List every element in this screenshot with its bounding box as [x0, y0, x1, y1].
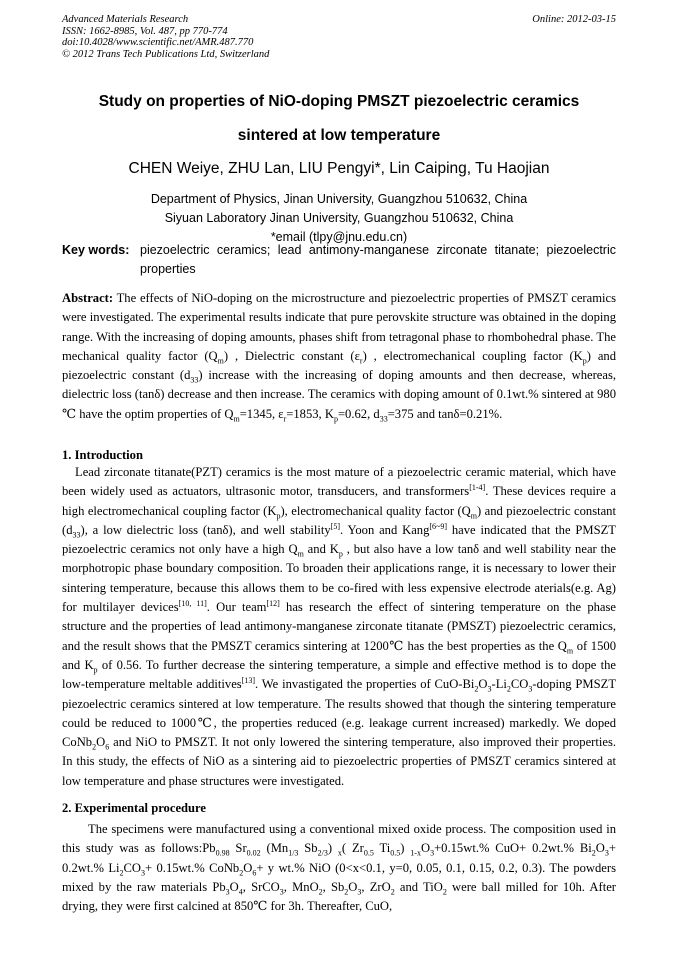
online-date: Online: 2012-03-15 — [532, 14, 616, 25]
citation[interactable]: [12] — [266, 598, 280, 608]
citation[interactable]: [10, 11] — [178, 598, 207, 608]
doi-line: doi:10.4028/www.scientific.net/AMR.487.770 — [62, 37, 254, 48]
affiliation-1: Department of Physics, Jinan University, Guangzhou 510632, China — [150, 192, 528, 206]
email[interactable]: *email (tlpy@jnu.edu.cn) — [270, 230, 408, 244]
copyright-line: © 2012 Trans Tech Publications Ltd, Switzerland — [62, 48, 270, 60]
journal-header — [62, 14, 616, 60]
abstract: Abstract: The effects of NiO-doping on the microstructure and piezoelectric properties of PMSZT ceramics were investigated. The experimental results indicate that pure perovskite structure was obtained in the doping range. With the increasing of doping amounts, phases shift from tetragonal phase to rhombohedral phase. The mechanical quality factor $(Q_m)$ , Dielectric constant $(\varepsilon_r)$ , electromechanical coupling factor $(K_p)$ and piezoelectric constant $(d_{33})$ increase with the increasing of doping amounts and then decrease, whereas, dielectric loss (tanδ) decrease and then increase. The ceramics with doping amount of 0.1wt.% sintered at 980 ℃ have the optim properties of $Q_m=1345$, $\varepsilon_r=1853$, $K_p=0.62$, $d_{33}=375$ and tanδ=0.21%. — [62, 291, 617, 424]
keywords — [62, 241, 616, 279]
title-line-2: sintered at low temperature — [237, 127, 441, 144]
keywords-text: piezoelectric ceramics; lead antimony-manganese zirconate titanate; piezoelectric properties — [140, 243, 616, 276]
affiliation-2: Siyuan Laboratory Jinan University, Guangzhou 510632, China — [164, 211, 514, 225]
authors: CHEN Weiye, ZHU Lan, LIU Pengyi*, Lin Caiping, Tu Haojian — [128, 160, 550, 177]
section-heading-introduction: 1. Introduction — [62, 448, 143, 462]
citation[interactable]: [6~9] — [429, 521, 448, 531]
citation[interactable]: [1-4] — [469, 483, 486, 493]
citation[interactable]: [13] — [241, 676, 256, 686]
introduction-body: Lead zirconate titanate(PZT) ceramics is the most mature of a piezoelectric ceramic material, which have been widely used as actuators, ultrasonic motor, transducers, and transformers[1-4]. These devices require a high electromechanical coupling factor $(K_p)$, electromechanical quality factor $(Q_m)$ and piezoelectric constant $(d_{33})$, a low dielectric loss (tanδ), and well stability[5]. Yoon and Kang[6~9] have indicated that the PMSZT piezoelectric ceramics not only have a high $Q_m$ and $K_p$ , but also have a low tanδ and well stability near the morphotropic phase boundary composition. To broaden their applications range, it is necessary to lower their sintering temperature, because this allows them to be co-fired with less expensive electrode aterials(e.g. Ag) for multilayer devices[10, 11]. Our team[12] has research the effect of sintering temperature on the phase structure and the properties of lead antimony-manganese zirconate titanate (PMSZT) piezoelectric ceramics, and the result shows that the PMSZT ceramics sintering at 1200℃ has the best properties as the $Q_m$ of 1500 and $K_p$ of 0.56. To further decrease the sintering temperature, a simple and effective method is to dope the low-temperature meltable additives[13]. We invastigated the properties of CuO-$Bi_2O_3-Li_2CO_3$-doping PMSZT piezoelectric ceramics sintered at low temperature. The results showed that though the sintering temperature could be reduced to 1000℃, the properties reduced (e.g. leakage current increased) markedly. We doped $CoNb_2O_6$ and NiO to PMSZT. It not only lowered the sintering temperature, also improved their properties. In this study, the effects of NiO as a sintering aid to piezoelectric properties of PMSZT ceramics sintered at low temperature and phase structures were investigated. — [62, 465, 617, 788]
title-line-1: Study on properties of NiO-doping PMSZT piezoelectric ceramics — [98, 93, 580, 110]
keywords-label: Key words: — [62, 243, 130, 257]
affiliations — [60, 190, 618, 247]
citation[interactable]: [5] — [330, 521, 341, 531]
journal-name: Advanced Materials Research — [62, 14, 189, 25]
experimental-body: The specimens were manufactured using a conventional mixed oxide process. The composition used in this study was as $follows:Pb_{0.98}$ $Sr_{0.02}$ ($Mn_{1/3}$ $Sb_{2/3}$) $_x$( $Zr_{0.5}$ $Ti_{0.5}$) $_{1-x}O_3+0.15wt.\%$ CuO+ 0.2wt.% $Bi_2O_3+ 0.2wt.\%$ $Li_2CO_3+ 0.15wt.\%$ $CoNb_2O_6+ y$ wt.% NiO (0<x<0.1, y=0, 0.05, 0.1, 0.15, 0.2, 0.3). The powders mixed by the raw materials $Pb_3O_4$, SrCO$_3$, MnO$_2$, $Sb_2O_3$, ZrO$_2$ and TiO$_2$ were ball milled for 10h. After drying, they were first calcined at 850℃ for 3h. Thereafter, CuO, — [62, 822, 617, 914]
abstract-label: Abstract: — [62, 291, 114, 305]
issn-line: ISSN: 1662-8985, Vol. 487, pp 770-774 — [62, 25, 228, 37]
section-heading-experimental: 2. Experimental procedure — [62, 801, 206, 815]
